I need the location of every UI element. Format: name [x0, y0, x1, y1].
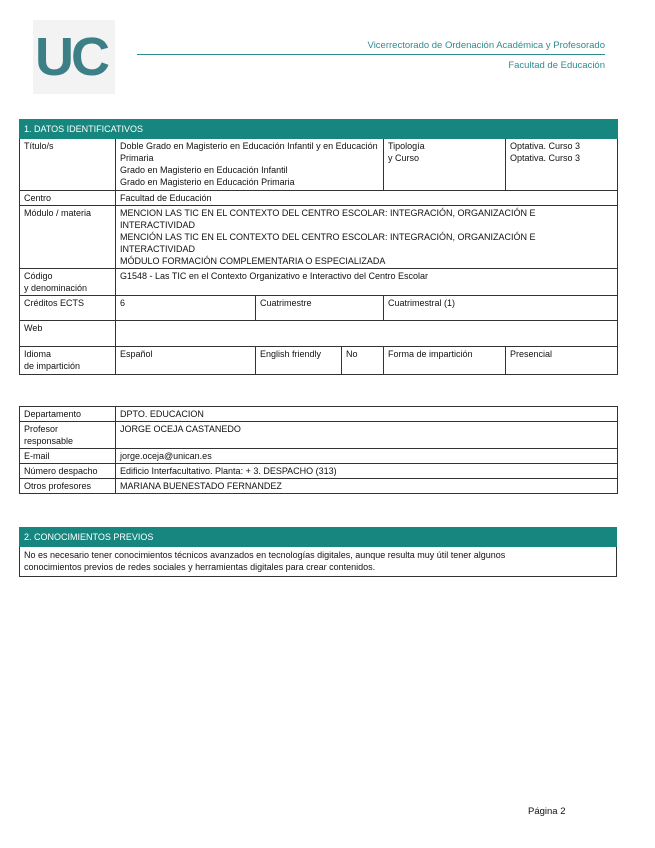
creditos-value: 6: [116, 296, 256, 321]
facultad-title: Facultad de Educación: [508, 60, 605, 71]
section-2-heading: 2. CONOCIMIENTOS PREVIOS: [20, 528, 617, 547]
section-1-heading: 1. DATOS IDENTIFICATIVOS: [20, 120, 618, 139]
english-friendly-label: English friendly: [256, 347, 342, 375]
english-friendly-value: No: [342, 347, 384, 375]
centro-value: Facultad de Educación: [116, 191, 618, 206]
cuatrimestre-label: Cuatrimestre: [256, 296, 384, 321]
modulo-value: MENCION LAS TIC EN EL CONTEXTO DEL CENTRO ESCOLAR: INTEGRACIÓN, ORGANIZACIÓN E INTERACTIVIDAD MENCIÓN LAS TIC EN EL CONTEXTO DEL CENTRO ESCOLAR: INTEGRACIÓN, ORGANIZACIÓN E INTERACTIVIDAD MÓDULO FORMACIÓN COMPLEMENTARIA O ESPECIALIZADA: [116, 206, 618, 269]
despacho-value: Edificio Interfacultativo. Planta: + 3. DESPACHO (313): [116, 464, 618, 479]
codigo-value: G1548 - Las TIC en el Contexto Organizativo e Interactivo del Centro Escolar: [116, 269, 618, 296]
modulo-label: Módulo / materia: [20, 206, 116, 269]
cuatrimestre-value: Cuatrimestral (1): [384, 296, 618, 321]
otros-profesores-label: Otros profesores: [20, 479, 116, 494]
profesor-label: Profesor responsable: [20, 422, 116, 449]
departamento-label: Departamento: [20, 407, 116, 422]
header-divider: [137, 54, 605, 55]
tipologia-value: Optativa. Curso 3 Optativa. Curso 3: [506, 139, 618, 191]
conocimientos-text: No es necesario tener conocimientos técnicos avanzados en tecnologías digitales, aunque resulta muy útil tener algunos conocimientos previos de redes sociales y herramientas digitales para crear contenidos.: [20, 547, 617, 577]
forma-value: Presencial: [506, 347, 618, 375]
despacho-label: Número despacho: [20, 464, 116, 479]
titulo-value: Doble Grado en Magisterio en Educación Infantil y en Educación Primaria Grado en Magisterio en Educación Infantil Grado en Magisterio en Educación Primaria: [116, 139, 384, 191]
departamento-value: DPTO. EDUCACION: [116, 407, 618, 422]
creditos-label: Créditos ECTS: [20, 296, 116, 321]
idioma-label: Idioma de impartición: [20, 347, 116, 375]
departamento-table: [19, 406, 618, 494]
datos-identificativos-table: [19, 119, 618, 375]
titulo-label: Título/s: [20, 139, 116, 191]
email-value: jorge.oceja@unican.es: [116, 449, 618, 464]
web-label: Web: [20, 321, 116, 347]
email-label: E-mail: [20, 449, 116, 464]
otros-profesores-value: MARIANA BUENESTADO FERNANDEZ: [116, 479, 618, 494]
vicerrectorado-title: Vicerrectorado de Ordenación Académica y Profesorado: [367, 40, 605, 51]
codigo-label: Código y denominación: [20, 269, 116, 296]
web-value: [116, 321, 618, 347]
conocimientos-previos-table: [19, 527, 617, 577]
centro-label: Centro: [20, 191, 116, 206]
page-number: Página 2: [528, 806, 566, 817]
profesor-value: JORGE OCEJA CASTANEDO: [116, 422, 618, 449]
forma-label: Forma de impartición: [384, 347, 506, 375]
idioma-value: Español: [116, 347, 256, 375]
uc-logo: UC: [35, 27, 107, 87]
tipologia-label: Tipología y Curso: [384, 139, 506, 191]
